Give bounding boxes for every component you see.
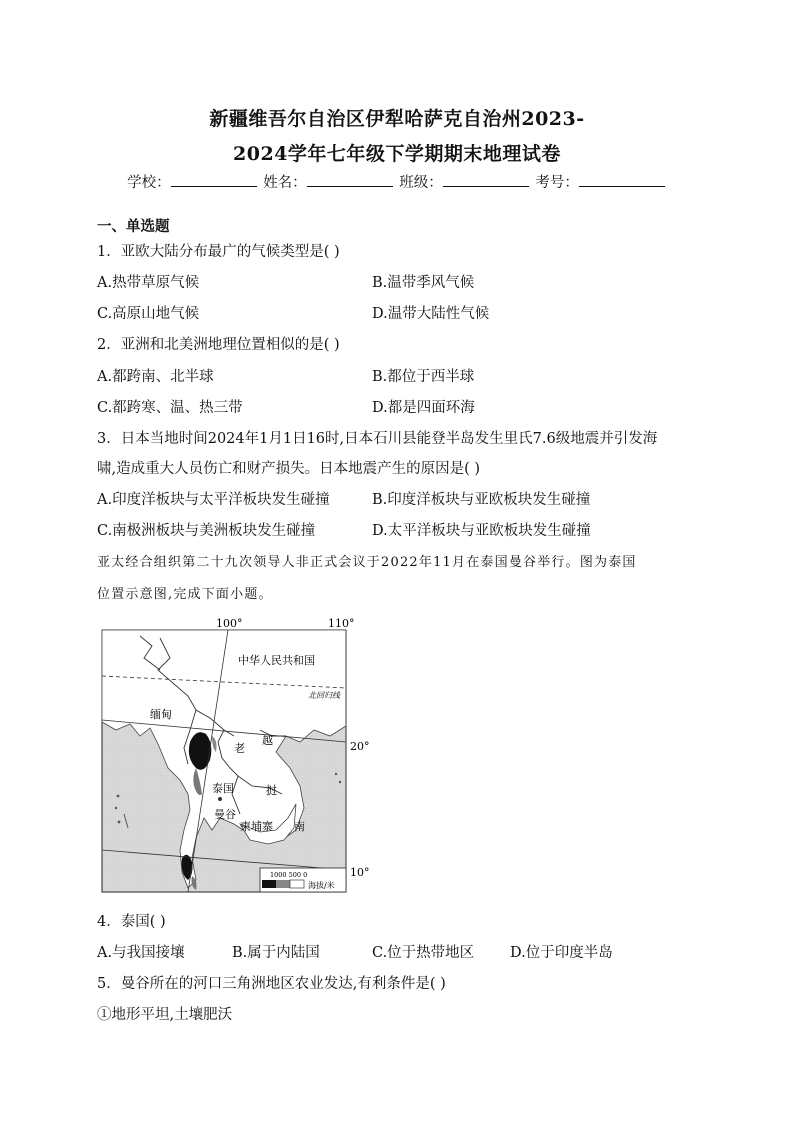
- question-1-stem: 1．亚欧大陆分布最广的气候类型是( ): [97, 244, 340, 260]
- thailand-location-map: [100, 618, 380, 896]
- question-2-option-d: D.都是四面环海: [372, 400, 475, 416]
- question-1-option-b: B.温带季风气候: [372, 275, 475, 291]
- question-3-option-b: B.印度洋板块与亚欧板块发生碰撞: [372, 492, 591, 508]
- exam-title-line-1: 新疆维吾尔自治区伊犁哈萨克自治州2023-: [209, 108, 585, 130]
- question-4-option-a: A.与我国接壤: [97, 945, 185, 961]
- class-blank[interactable]: [443, 172, 529, 187]
- label-china: 中华人民共和国: [238, 654, 315, 667]
- label-bangkok: 曼谷: [214, 808, 236, 821]
- school-blank[interactable]: [171, 172, 257, 187]
- id-blank[interactable]: [579, 172, 665, 187]
- question-2-stem: 2．亚洲和北美洲地理位置相似的是( ): [97, 337, 340, 353]
- question-2-option-a: A.都跨南、北半球: [97, 369, 214, 385]
- label-tropic: 北回归线: [308, 691, 340, 700]
- label-myanmar: 缅甸: [150, 708, 172, 721]
- question-1-option-c: C.高原山地气候: [97, 306, 200, 322]
- question-5-stem: 5．曼谷所在的河口三角洲地区农业发达,有利条件是( ): [97, 976, 446, 992]
- lon-100-label: 100°: [216, 618, 243, 630]
- lon-110-label: 110°: [328, 618, 355, 630]
- question-5-item-1: ①地形平坦,土壤肥沃: [97, 1007, 233, 1023]
- question-4-option-d: D.位于印度半岛: [510, 945, 613, 961]
- passage-line-1: 亚太经合组织第二十九次领导人非正式会议于2022年11月在泰国曼谷举行。图为泰国: [97, 555, 637, 570]
- question-2-option-c: C.都跨寒、温、热三带: [97, 400, 243, 416]
- section-title: 一、单选题: [97, 218, 170, 235]
- label-vietnam-3: 南: [294, 820, 305, 833]
- label-cambodia: 柬埔寨: [240, 820, 273, 833]
- lat-10-label: 10°: [350, 866, 370, 879]
- label-laos: 老: [234, 742, 245, 755]
- label-vietnam-2: 挝: [266, 784, 277, 797]
- question-3-option-a: A.印度洋板块与太平洋板块发生碰撞: [97, 492, 330, 508]
- question-1-option-d: D.温带大陆性气候: [372, 306, 490, 322]
- name-label: 姓名：: [263, 175, 307, 191]
- id-label: 考号：: [535, 175, 579, 191]
- exam-title-line-2: 2024学年七年级下学期期末地理试卷: [233, 143, 561, 165]
- legend-unit: 海拔/米: [308, 881, 335, 890]
- question-3-stem-line-2: 啸,造成重大人员伤亡和财产损失。日本地震产生的原因是( ): [97, 461, 481, 477]
- question-4-stem: 4．泰国( ): [97, 914, 166, 930]
- question-3-option-d: D.太平洋板块与亚欧板块发生碰撞: [372, 523, 591, 539]
- question-3-option-c: C.南极洲板块与美洲板块发生碰撞: [97, 523, 316, 539]
- question-1-option-a: A.热带草原气候: [97, 275, 200, 291]
- label-thailand: 泰国: [212, 782, 234, 795]
- label-vietnam-1: 越: [262, 734, 273, 747]
- school-label: 学校：: [127, 175, 171, 191]
- question-4-option-b: B.属于内陆国: [232, 945, 320, 961]
- legend-values: 1000 500 0: [270, 871, 308, 879]
- name-blank[interactable]: [307, 172, 393, 187]
- question-2-option-b: B.都位于西半球: [372, 369, 475, 385]
- class-label: 班级：: [399, 175, 443, 191]
- passage-line-2: 位置示意图,完成下面小题。: [97, 587, 273, 602]
- lat-20-label: 20°: [350, 740, 370, 753]
- question-3-stem-line-1: 3．日本当地时间2024年1月1日16时,日本石川县能登半岛发生里氏7.6级地震并引发海: [97, 431, 658, 447]
- question-4-option-c: C.位于热带地区: [372, 945, 475, 961]
- student-info-row: [0, 171, 794, 192]
